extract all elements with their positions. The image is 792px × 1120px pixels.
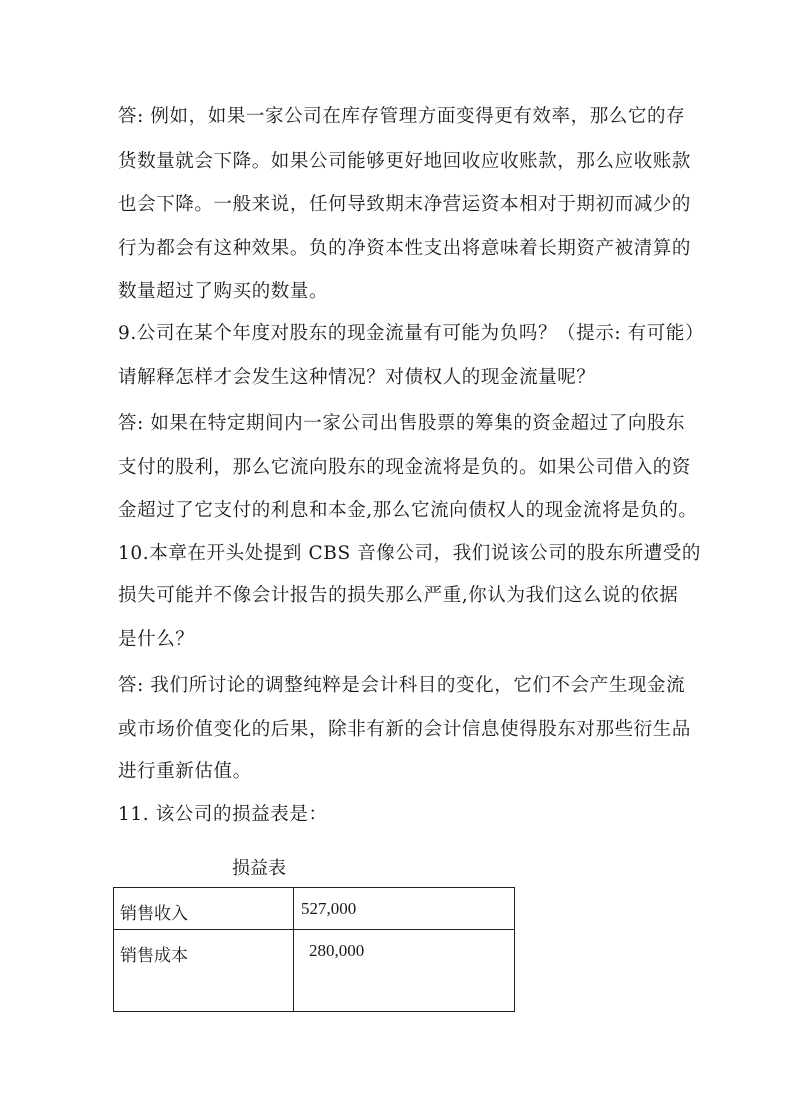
income-statement-title: 损益表	[232, 858, 286, 879]
row-label-sales-revenue: 销售收入	[114, 888, 294, 930]
answer-9-line-3: 金超过了它支付的利息和本金,那么它流向债权人的现金流将是负的。	[118, 500, 698, 521]
answer-10-line-3: 进行重新估值。	[118, 761, 252, 782]
answer-10-line-2: 或市场价值变化的后果，除非有新的会计信息使得股东对那些衍生品	[118, 719, 692, 740]
row-value-sales-revenue: 527,000	[294, 888, 515, 930]
answer-8-line-4: 行为都会有这种效果。负的净资本性支出将意味着长期资产被清算的	[118, 238, 692, 259]
row-label-cost-of-sales: 销售成本	[114, 930, 294, 1012]
question-10-line-3: 是什么？	[118, 629, 195, 650]
question-9-line-1: 9.公司在某个年度对股东的现金流量有可能为负吗？（提示: 有可能）	[118, 323, 705, 344]
table-row	[114, 888, 515, 930]
answer-9-line-2: 支付的股利，那么它流向股东的现金流将是负的。如果公司借入的资	[118, 457, 692, 478]
answer-8-line-1: 答: 例如，如果一家公司在库存管理方面变得更有效率，那么它的存	[118, 106, 686, 127]
answer-9-line-1: 答: 如果在特定期间内一家公司出售股票的筹集的资金超过了向股东	[118, 413, 686, 434]
question-10-line-1: 10.本章在开头处提到 CBS 音像公司，我们说该公司的股东所遭受的	[118, 543, 702, 564]
answer-8-line-2: 货数量就会下降。如果公司能够更好地回收应收账款，那么应收账款	[118, 151, 692, 172]
income-statement-table	[113, 887, 515, 1012]
answer-8-line-5: 数量超过了购买的数量。	[118, 281, 329, 302]
table-row	[114, 930, 515, 1012]
answer-8-line-3: 也会下降。一般来说，任何导致期末净营运资本相对于期初而减少的	[118, 194, 692, 215]
answer-10-line-1: 答: 我们所讨论的调整纯粹是会计科目的变化，它们不会产生现金流	[118, 675, 686, 696]
question-9-line-2: 请解释怎样才会发生这种情况？对债权人的现金流量呢？	[118, 367, 596, 388]
question-11-line-1: 11. 该公司的损益表是：	[118, 804, 328, 825]
row-value-cost-of-sales: 280,000	[294, 930, 515, 1012]
question-10-line-2: 损失可能并不像会计报告的损失那么严重,你认为我们这么说的依据	[118, 585, 679, 606]
